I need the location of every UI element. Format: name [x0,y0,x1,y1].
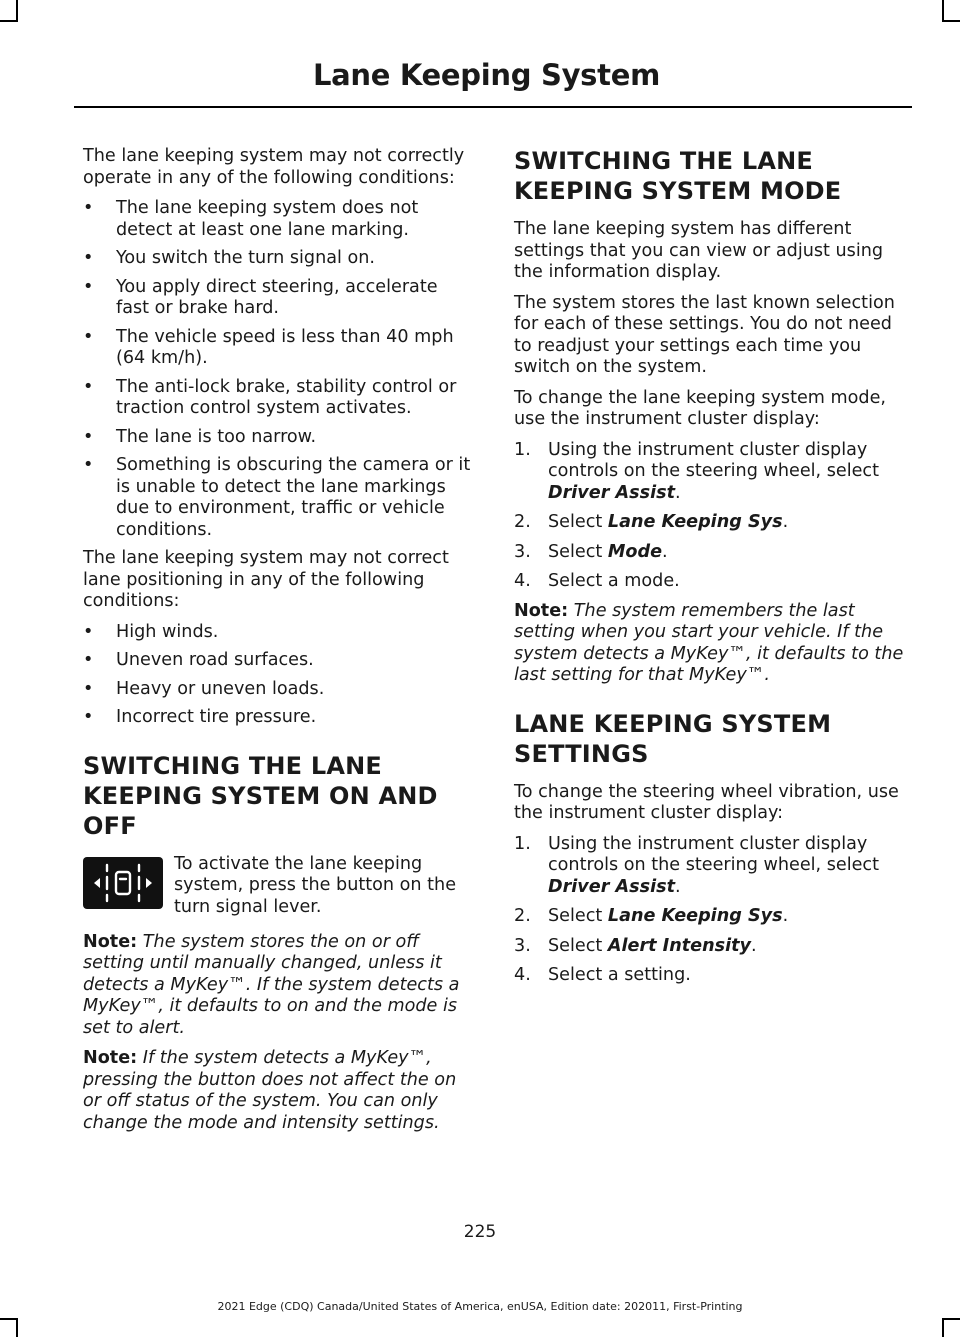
note: Note: The system remembers the last setting when you start your vehicle. If the system detects a MyKey™, it defaults to the last setting for that MyKey™. [514,600,904,685]
list-item: 1. Using the instrument cluster display controls on the steering wheel, select Driver Assist. [514,439,879,503]
paragraph: To change the lane keeping system mode, use the instrument cluster display: [514,387,887,429]
section-heading: LANE KEEPING SYSTEM SETTINGS [514,709,832,768]
list-item: 3. Select Alert Intensity. [514,935,757,956]
crop-mark [16,1318,18,1337]
crop-mark [0,1318,18,1320]
right-column [514,146,908,995]
crop-mark [942,1318,960,1320]
page-title: Lane Keeping System [312,58,660,92]
crop-mark [942,1318,944,1337]
note: Note: The system stores the on or off setting until manually changed, unless it detects a MyKey™. If the system detects a MyKey™, it defaults to on and the mode is set to alert. [83,931,460,1038]
section-heading: SWITCHING THE LANE KEEPING SYSTEM MODE [514,147,842,205]
list-item: • Uneven road surfaces. [83,650,314,670]
list-item: • The anti-lock brake, stability control or traction control system activates. [83,376,457,418]
list-item: • You switch the turn signal on. [83,248,376,268]
paragraph: To change the steering wheel vibration, use the instrument cluster display: [514,781,899,823]
section-heading: SWITCHING THE LANE KEEPING SYSTEM ON AND OFF [83,751,438,840]
list-item: • High winds. [83,621,219,642]
crop-mark [942,0,944,22]
list-item: • Something is obscuring the camera or it is unable to detect the lane markings due to environment, traffic or vehicle conditions. [83,455,471,540]
steps-list [514,834,908,987]
list-item: • The lane is too narrow. [83,426,317,447]
left-column [83,146,475,1143]
list-item: 2. Select Lane Keeping Sys. [514,906,789,926]
paragraph: The lane keeping system may not correctly operate in any of the following conditions: [83,146,465,188]
list-item: 3. Select Mode. [514,541,668,562]
list-item: • The lane keeping system does not detect at least one lane marking. [83,198,419,240]
steps-list [514,440,908,593]
footer: 2021 Edge (CDQ) Canada/United States of America, enUSA, Edition date: 202011, First-Printing [217,1300,743,1313]
paragraph: The lane keeping system may not correct lane positioning in any of the following conditions: [83,548,449,611]
list-item: • Heavy or uneven loads. [83,678,325,699]
list-item: 1. Using the instrument cluster display controls on the steering wheel, select Driver Assist. [514,833,879,897]
condition-list [83,198,475,541]
crop-mark [942,20,960,22]
condition-list [83,622,475,729]
list-item: 2. Select Lane Keeping Sys. [514,512,789,532]
note: Note: If the system detects a MyKey™, pressing the button does not affect the on or off status of the system. You can only change the mode and intensity settings. [83,1048,457,1133]
paragraph: The system stores the last known selection for each of these settings. You do not need to readjust your settings each time you switch on the system. [514,292,895,377]
list-item: • Incorrect tire pressure. [83,707,317,727]
list-item: 4. Select a mode. [514,571,680,591]
activate-text: To activate the lane keeping system, press the button on the turn signal lever. [174,853,457,917]
page-number: 225 [463,1222,497,1242]
lane-keeping-button-icon [83,857,163,909]
paragraph: The lane keeping system has different settings that you can view or adjust using the information display. [514,219,884,282]
activate-block [83,854,475,922]
list-item: 4. Select a setting. [514,965,691,985]
list-item: • The vehicle speed is less than 40 mph (64 km/h). [83,326,454,368]
list-item: • You apply direct steering, accelerate fast or brake hard. [83,276,438,318]
header-rule [74,106,912,108]
crop-mark [16,0,18,22]
crop-mark [0,20,18,22]
